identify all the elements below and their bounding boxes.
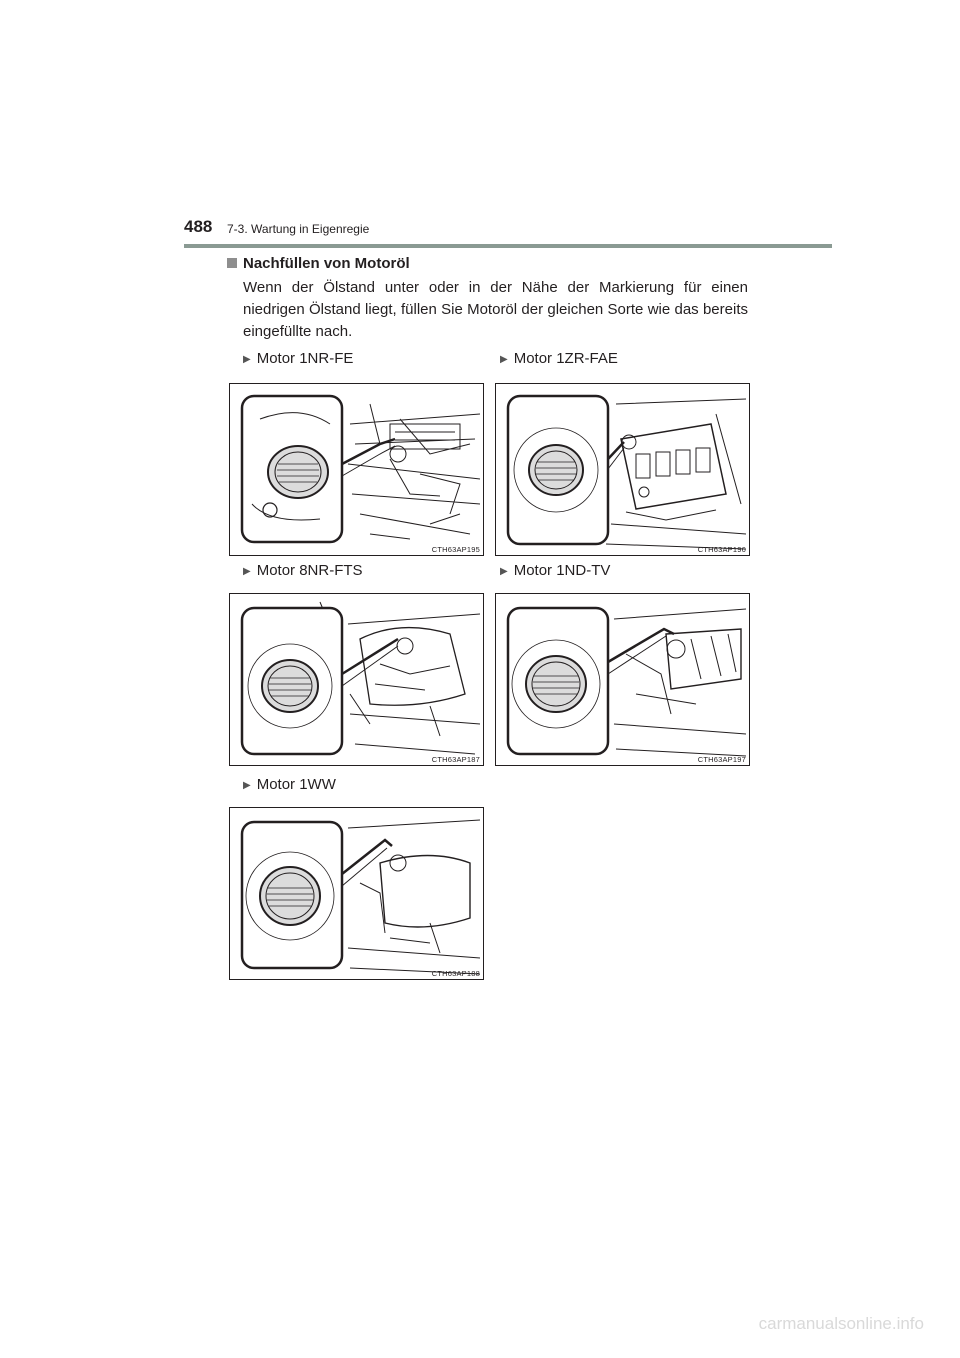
figure-label-1nr-fe	[243, 350, 353, 367]
figure-label-1zr-fae	[500, 350, 618, 367]
watermark: carmanualsonline.info	[758, 1314, 924, 1333]
figure-label-text: Motor 1ZR-FAE	[513, 350, 618, 367]
figure-code: CTH63AP197	[697, 755, 746, 764]
page-number: 488	[184, 217, 213, 236]
figure-code: CTH63AP195	[431, 545, 480, 554]
figure-label-1ww	[243, 776, 336, 793]
figure-1nd-tv	[495, 593, 750, 766]
figure-code: CTH63AP187	[431, 755, 480, 764]
figure-8nr-fts	[229, 593, 484, 766]
figure-label-text: Motor 8NR-FTS	[256, 562, 363, 579]
triangle-right-icon: ▶	[243, 780, 251, 791]
figure-code: CTH63AP188	[431, 969, 480, 978]
figure-label-text: Motor 1NR-FE	[256, 350, 354, 367]
figure-1zr-fae	[495, 383, 750, 556]
engine-illustration	[230, 384, 484, 556]
header-rule	[184, 244, 832, 248]
triangle-right-icon: ▶	[500, 566, 508, 577]
figure-label-text: Motor 1WW	[256, 776, 336, 793]
section-heading	[227, 255, 410, 272]
figure-1ww	[229, 807, 484, 980]
triangle-right-icon: ▶	[243, 354, 251, 365]
figure-label-text: Motor 1ND-TV	[513, 562, 611, 579]
triangle-right-icon: ▶	[243, 566, 251, 577]
body-paragraph	[243, 277, 748, 343]
paragraph-text: Wenn der Ölstand unter oder in der Nähe der Markierung für einen niedrigen Ölstand liegt, füllen Sie Motoröl der gleichen Sorte wie das bereits eingefüllte nach.	[243, 279, 748, 340]
engine-illustration	[496, 594, 750, 766]
heading-text: Nachfüllen von Motoröl	[243, 255, 410, 272]
triangle-right-icon: ▶	[500, 354, 508, 365]
engine-illustration	[230, 808, 484, 980]
engine-illustration	[496, 384, 750, 556]
figure-1nr-fe	[229, 383, 484, 556]
gray-square-icon	[227, 258, 237, 268]
figure-label-8nr-fts	[243, 562, 363, 579]
section-title: 7-3. Wartung in Eigenregie	[227, 222, 370, 236]
figure-code: CTH63AP196	[697, 545, 746, 554]
figure-label-1nd-tv	[500, 562, 610, 579]
engine-illustration	[230, 594, 484, 766]
